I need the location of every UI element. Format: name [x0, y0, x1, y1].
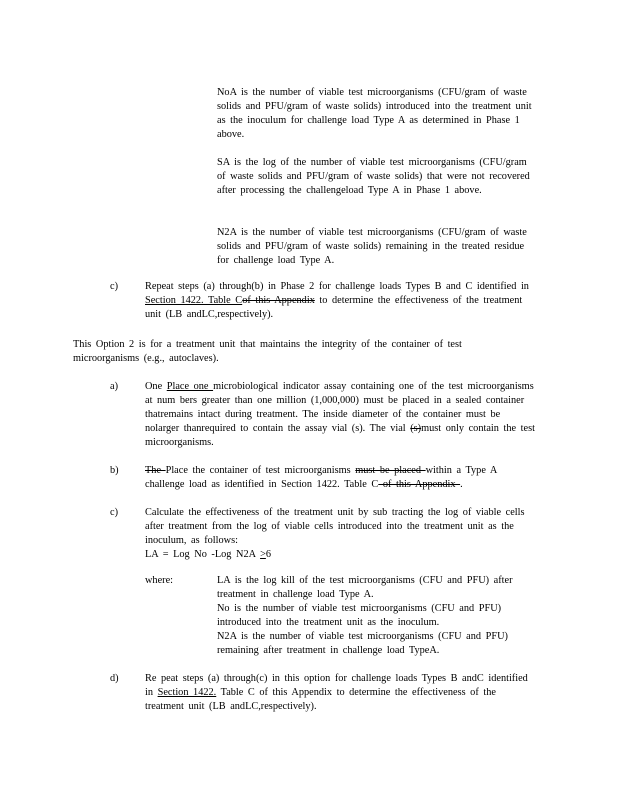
where-item-la: LA is the log kill of the test microorganisms (CFU and PFU) after treatment in challenge load Type A.: [217, 575, 513, 600]
step-text: One Place one microbiological indicator assay containing one of the test microorganisms at num bers greater than one million (1,000,000) must be placed in a sealed container thatremains intact during treatment. The inside diameter of the container must be nolarger thanrequired to contain the assay vial (s). The vial (s)must only contain the test microorganisms.: [145, 381, 535, 448]
definition-sa: SA is the log of the number of viable test microorganisms (CFU/gram of waste solids and PFU/gram of waste solids) that were not recovered after processing the challengeload Type A in Phase 1 above.: [217, 157, 530, 196]
formula: LA = Log No -Log N2A >6: [145, 549, 272, 560]
where-definitions: [217, 574, 537, 658]
where-item-no: No is the number of viable test microorganisms (CFU and PFU) introduced into the treatment unit as the inoculum.: [217, 603, 502, 628]
step-label: b): [110, 465, 119, 476]
where-item-n2a: N2A is the number of viable test microorganisms (CFU and PFU) remaining after treatment in challenge load TypeA.: [217, 631, 508, 656]
calculate-text: Calculate the effectiveness of the treatment unit by sub tracting the log of viable cells after treatment from the log of viable cells introduced into the treatment unit as the inoculum, as follows:: [145, 507, 525, 546]
step-label: c): [110, 507, 118, 518]
step-label: c): [110, 281, 118, 292]
step-text: [145, 506, 535, 562]
step-text: The Place the container of test microorganisms must be placed within a Type A challenge load as identified in Section 1422. Table C of this Appendix .: [145, 465, 497, 490]
step-text: Repeat steps (a) through(b) in Phase 2 for challenge loads Types B and C identified in Section 1422. Table Cof this Appendix to determine the effectiveness of the treatment unit (LB andLC,respectively).: [145, 281, 529, 320]
step-label: d): [110, 673, 119, 684]
step-text: Re peat steps (a) through(c) in this option for challenge loads Types B andC identified in Section 1422. Table C of this Appendix to determine the effectiveness of the treatment unit (LB andLC,respectively).: [145, 673, 528, 712]
where-label: where:: [145, 575, 174, 586]
definition-noa: NoA is the number of viable test microorganisms (CFU/gram of waste solids and PFU/gram of waste solids) introduced into the treatment unit as the inoculum for challenge load Type A as determined in Phase 1 above.: [217, 87, 532, 140]
definition-n2a: N2A is the number of viable test microorganisms (CFU/gram of waste solids and PFU/gram of waste solids) remaining in the treated residue for challenge load Type A.: [217, 227, 527, 266]
option-2-intro: This Option 2 is for a treatment unit that maintains the integrity of the container of test microorganisms (e.g., autoclaves).: [73, 339, 462, 364]
step-label: a): [110, 381, 118, 392]
